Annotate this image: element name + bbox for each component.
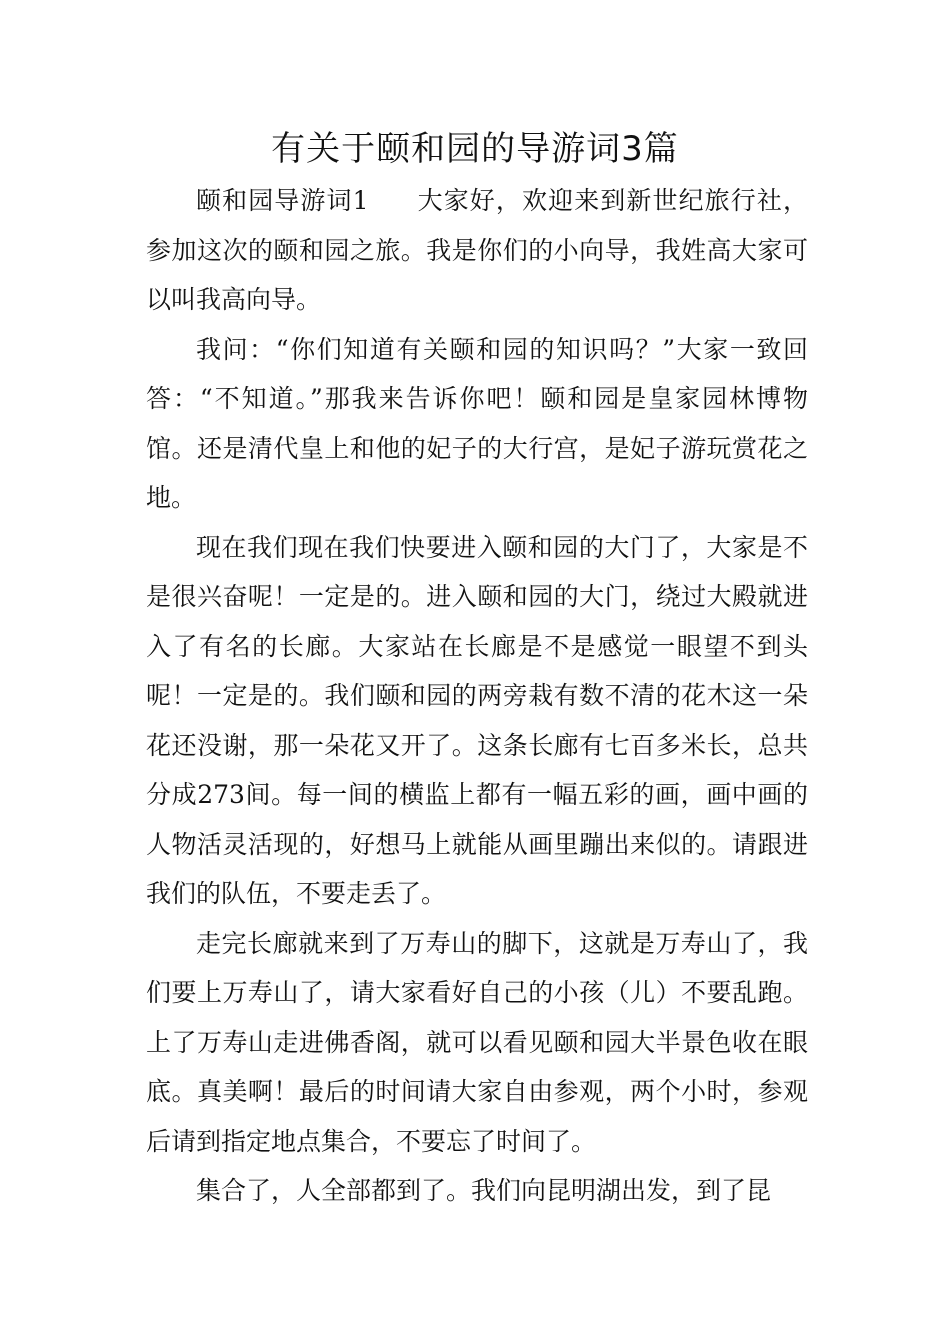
- document-body: [146, 176, 808, 1216]
- paragraph-4: 走完长廊就来到了万寿山的脚下，这就是万寿山了，我们要上万寿山了，请大家看好自己的小孩（儿）不要乱跑。上了万寿山走进佛香阁，就可以看见颐和园大半景色收在眼底。真美啊！最后的时间请大家自由参观，两个小时，参观后请到指定地点集合，不要忘了时间了。: [146, 928, 808, 1156]
- paragraph-3: 现在我们现在我们快要进入颐和园的大门了，大家是不是很兴奋呢！一定是的。进入颐和园的大门，绕过大殿就进入了有名的长廊。大家站在长廊是不是感觉一眼望不到头呢！一定是的。我们颐和园的两旁栽有数不清的花木这一朵花还没谢，那一朵花又开了。这条长廊有七百多米长，总共分成273间。每一间的横监上都有一幅五彩的画，画中画的人物活灵活现的，好想马上就能从画里蹦出来似的。请跟进我们的队伍，不要走丢了。: [146, 532, 808, 908]
- paragraph-1: [146, 176, 808, 325]
- section-label: 颐和园导游词1: [196, 186, 369, 215]
- document-title: 有关于颐和园的导游词3篇: [271, 129, 679, 169]
- paragraph-1-text: 大家好，欢迎来到新世纪旅行社，参加这次的颐和园之旅。我是你们的小向导，我姓高大家可以叫我高向导。: [146, 186, 808, 314]
- paragraph-5: 集合了，人全部都到了。我们向昆明湖出发，到了昆: [196, 1176, 772, 1205]
- paragraph-2: 我问：“你们知道有关颐和园的知识吗？”大家一致回答：“不知道。”那我来告诉你吧！颐和园是皇家园林博物馆。还是清代皇上和他的妃子的大行宫，是妃子游玩赏花之地。: [146, 334, 808, 512]
